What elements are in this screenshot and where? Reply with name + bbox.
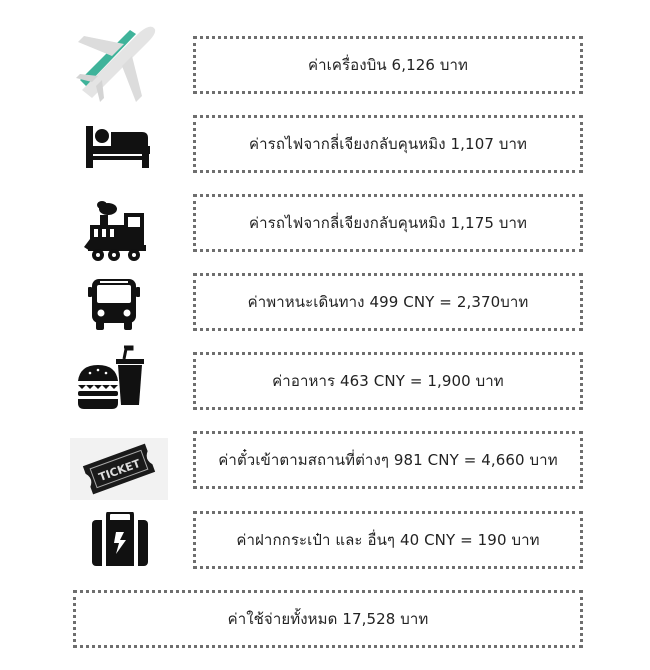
hotel-cost-text: ค่ารถไฟจากลี่เจียงกลับคุนหมิง 1,107 บาท (249, 135, 527, 153)
food-cost-box (193, 352, 583, 410)
total-cost-text: ค่าใช้จ่ายทั้งหมด 17,528 บาท (227, 610, 429, 628)
flight-cost-box (193, 36, 583, 94)
transport-cost-box (193, 273, 583, 331)
train-cost-text: ค่ารถไฟจากลี่เจียงกลับคุนหมิง 1,175 บาท (249, 214, 527, 232)
flight-cost-text: ค่าเครื่องบิน 6,126 บาท (308, 56, 468, 74)
svg-text:TICKET: TICKET (96, 456, 143, 484)
bed-icon (78, 118, 153, 173)
total-cost-box (73, 590, 583, 648)
hotel-cost-box (193, 115, 583, 173)
tickets-cost-text: ค่าตั๋วเข้าตามสถานที่ต่างๆ 981 CNY = 4,660 บาท (218, 451, 558, 469)
airplane-icon (70, 20, 160, 105)
luggage-misc-cost-box (193, 511, 583, 569)
burger-drink-icon (74, 345, 154, 415)
train-icon (80, 195, 150, 265)
luggage-icon (86, 512, 154, 570)
ticket-icon (70, 438, 168, 500)
train-cost-box (193, 194, 583, 252)
luggage-misc-cost-text: ค่าฝากกระเป๋า และ อื่นๆ 40 CNY = 190 บาท (236, 531, 540, 549)
transport-cost-text: ค่าพาหนะเดินทาง 499 CNY = 2,370บาท (247, 293, 529, 311)
tickets-cost-box (193, 431, 583, 489)
food-cost-text: ค่าอาหาร 463 CNY = 1,900 บาท (272, 372, 504, 390)
bus-icon (86, 275, 142, 333)
